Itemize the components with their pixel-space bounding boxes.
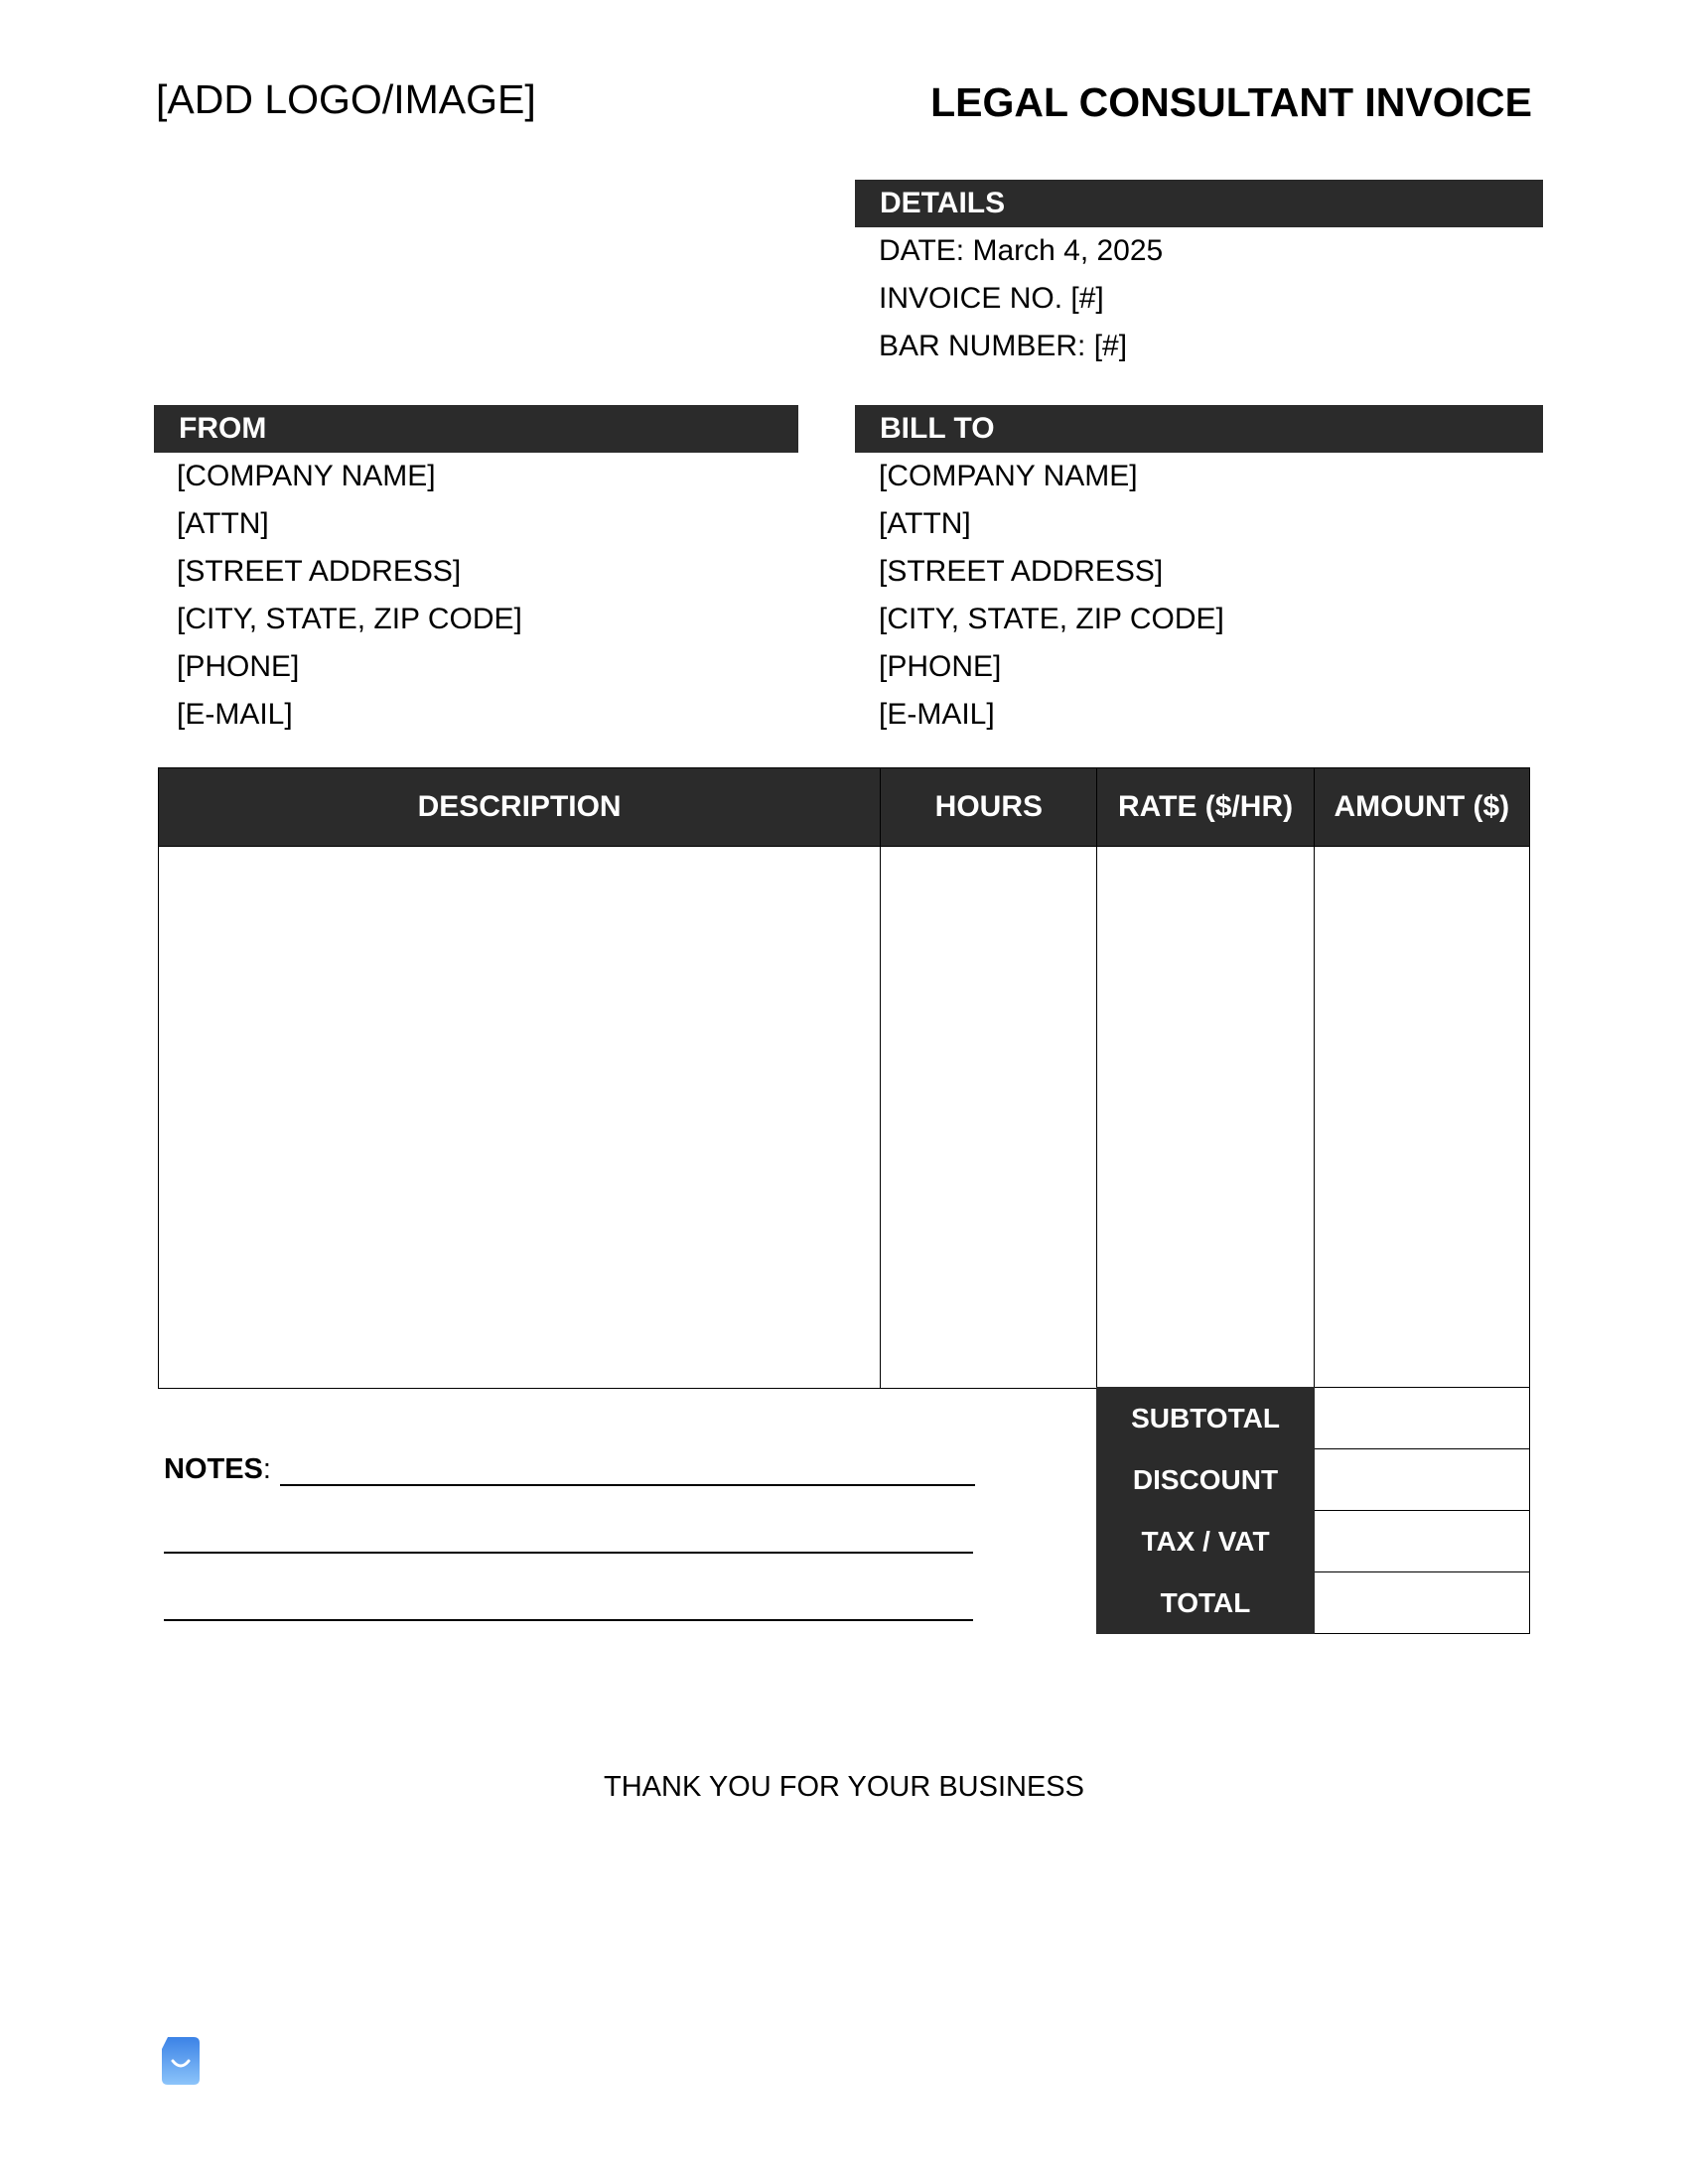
from-block	[177, 453, 522, 739]
subtotal-value[interactable]	[1315, 1388, 1530, 1449]
invoice-title: LEGAL CONSULTANT INVOICE	[930, 79, 1532, 125]
bill-to-city: [CITY, STATE, ZIP CODE]	[879, 603, 1224, 635]
amount-cell[interactable]	[1314, 847, 1529, 1389]
details-block	[879, 227, 1163, 370]
hours-cell[interactable]	[881, 847, 1097, 1389]
column-header-hours: HOURS	[881, 768, 1097, 847]
document-brand-icon	[160, 2035, 202, 2087]
column-header-rate: RATE ($/HR)	[1097, 768, 1314, 847]
invoice-number: INVOICE NO. [#]	[879, 282, 1104, 315]
bar-number: BAR NUMBER: [#]	[879, 330, 1128, 362]
notes-label-text: NOTES	[164, 1453, 263, 1485]
discount-row	[1097, 1449, 1530, 1511]
from-phone: [PHONE]	[177, 650, 300, 683]
tax-row	[1097, 1511, 1530, 1572]
notes-line[interactable]	[164, 1552, 973, 1554]
column-header-amount: AMOUNT ($)	[1314, 768, 1529, 847]
thank-you-message: THANK YOU FOR YOUR BUSINESS	[604, 1771, 1084, 1803]
table-header-row	[159, 768, 1530, 847]
bill-to-street: [STREET ADDRESS]	[879, 555, 1164, 588]
discount-value[interactable]	[1315, 1449, 1530, 1511]
subtotal-row	[1097, 1388, 1530, 1449]
bill-to-phone: [PHONE]	[879, 650, 1002, 683]
from-attn: [ATTN]	[177, 507, 269, 540]
tax-value[interactable]	[1315, 1511, 1530, 1572]
rate-cell[interactable]	[1097, 847, 1314, 1389]
column-header-description: DESCRIPTION	[159, 768, 881, 847]
from-email: [E-MAIL]	[177, 698, 293, 731]
notes-line[interactable]	[164, 1619, 973, 1621]
discount-label: DISCOUNT	[1097, 1449, 1315, 1511]
line-items-table	[158, 767, 1530, 1389]
logo-placeholder: [ADD LOGO/IMAGE]	[156, 76, 536, 122]
from-city: [CITY, STATE, ZIP CODE]	[177, 603, 522, 635]
from-street: [STREET ADDRESS]	[177, 555, 462, 588]
bill-to-email: [E-MAIL]	[879, 698, 995, 731]
bill-to-attn: [ATTN]	[879, 507, 971, 540]
description-cell[interactable]	[159, 847, 881, 1389]
total-row	[1097, 1572, 1530, 1634]
bill-to-heading: BILL TO	[855, 405, 1543, 453]
notes-line[interactable]	[280, 1484, 975, 1486]
from-company: [COMPANY NAME]	[177, 460, 436, 492]
totals-table	[1096, 1387, 1530, 1634]
bill-to-block	[879, 453, 1224, 739]
total-label: TOTAL	[1097, 1572, 1315, 1634]
invoice-date: DATE: March 4, 2025	[879, 234, 1164, 267]
details-heading: DETAILS	[855, 180, 1543, 227]
notes-label	[164, 1453, 271, 1486]
total-value[interactable]	[1315, 1572, 1530, 1634]
from-heading: FROM	[154, 405, 798, 453]
bill-to-company: [COMPANY NAME]	[879, 460, 1138, 492]
notes-separator: :	[262, 1453, 271, 1485]
table-row	[159, 847, 1530, 1389]
subtotal-label: SUBTOTAL	[1097, 1388, 1315, 1449]
tax-label: TAX / VAT	[1097, 1511, 1315, 1572]
